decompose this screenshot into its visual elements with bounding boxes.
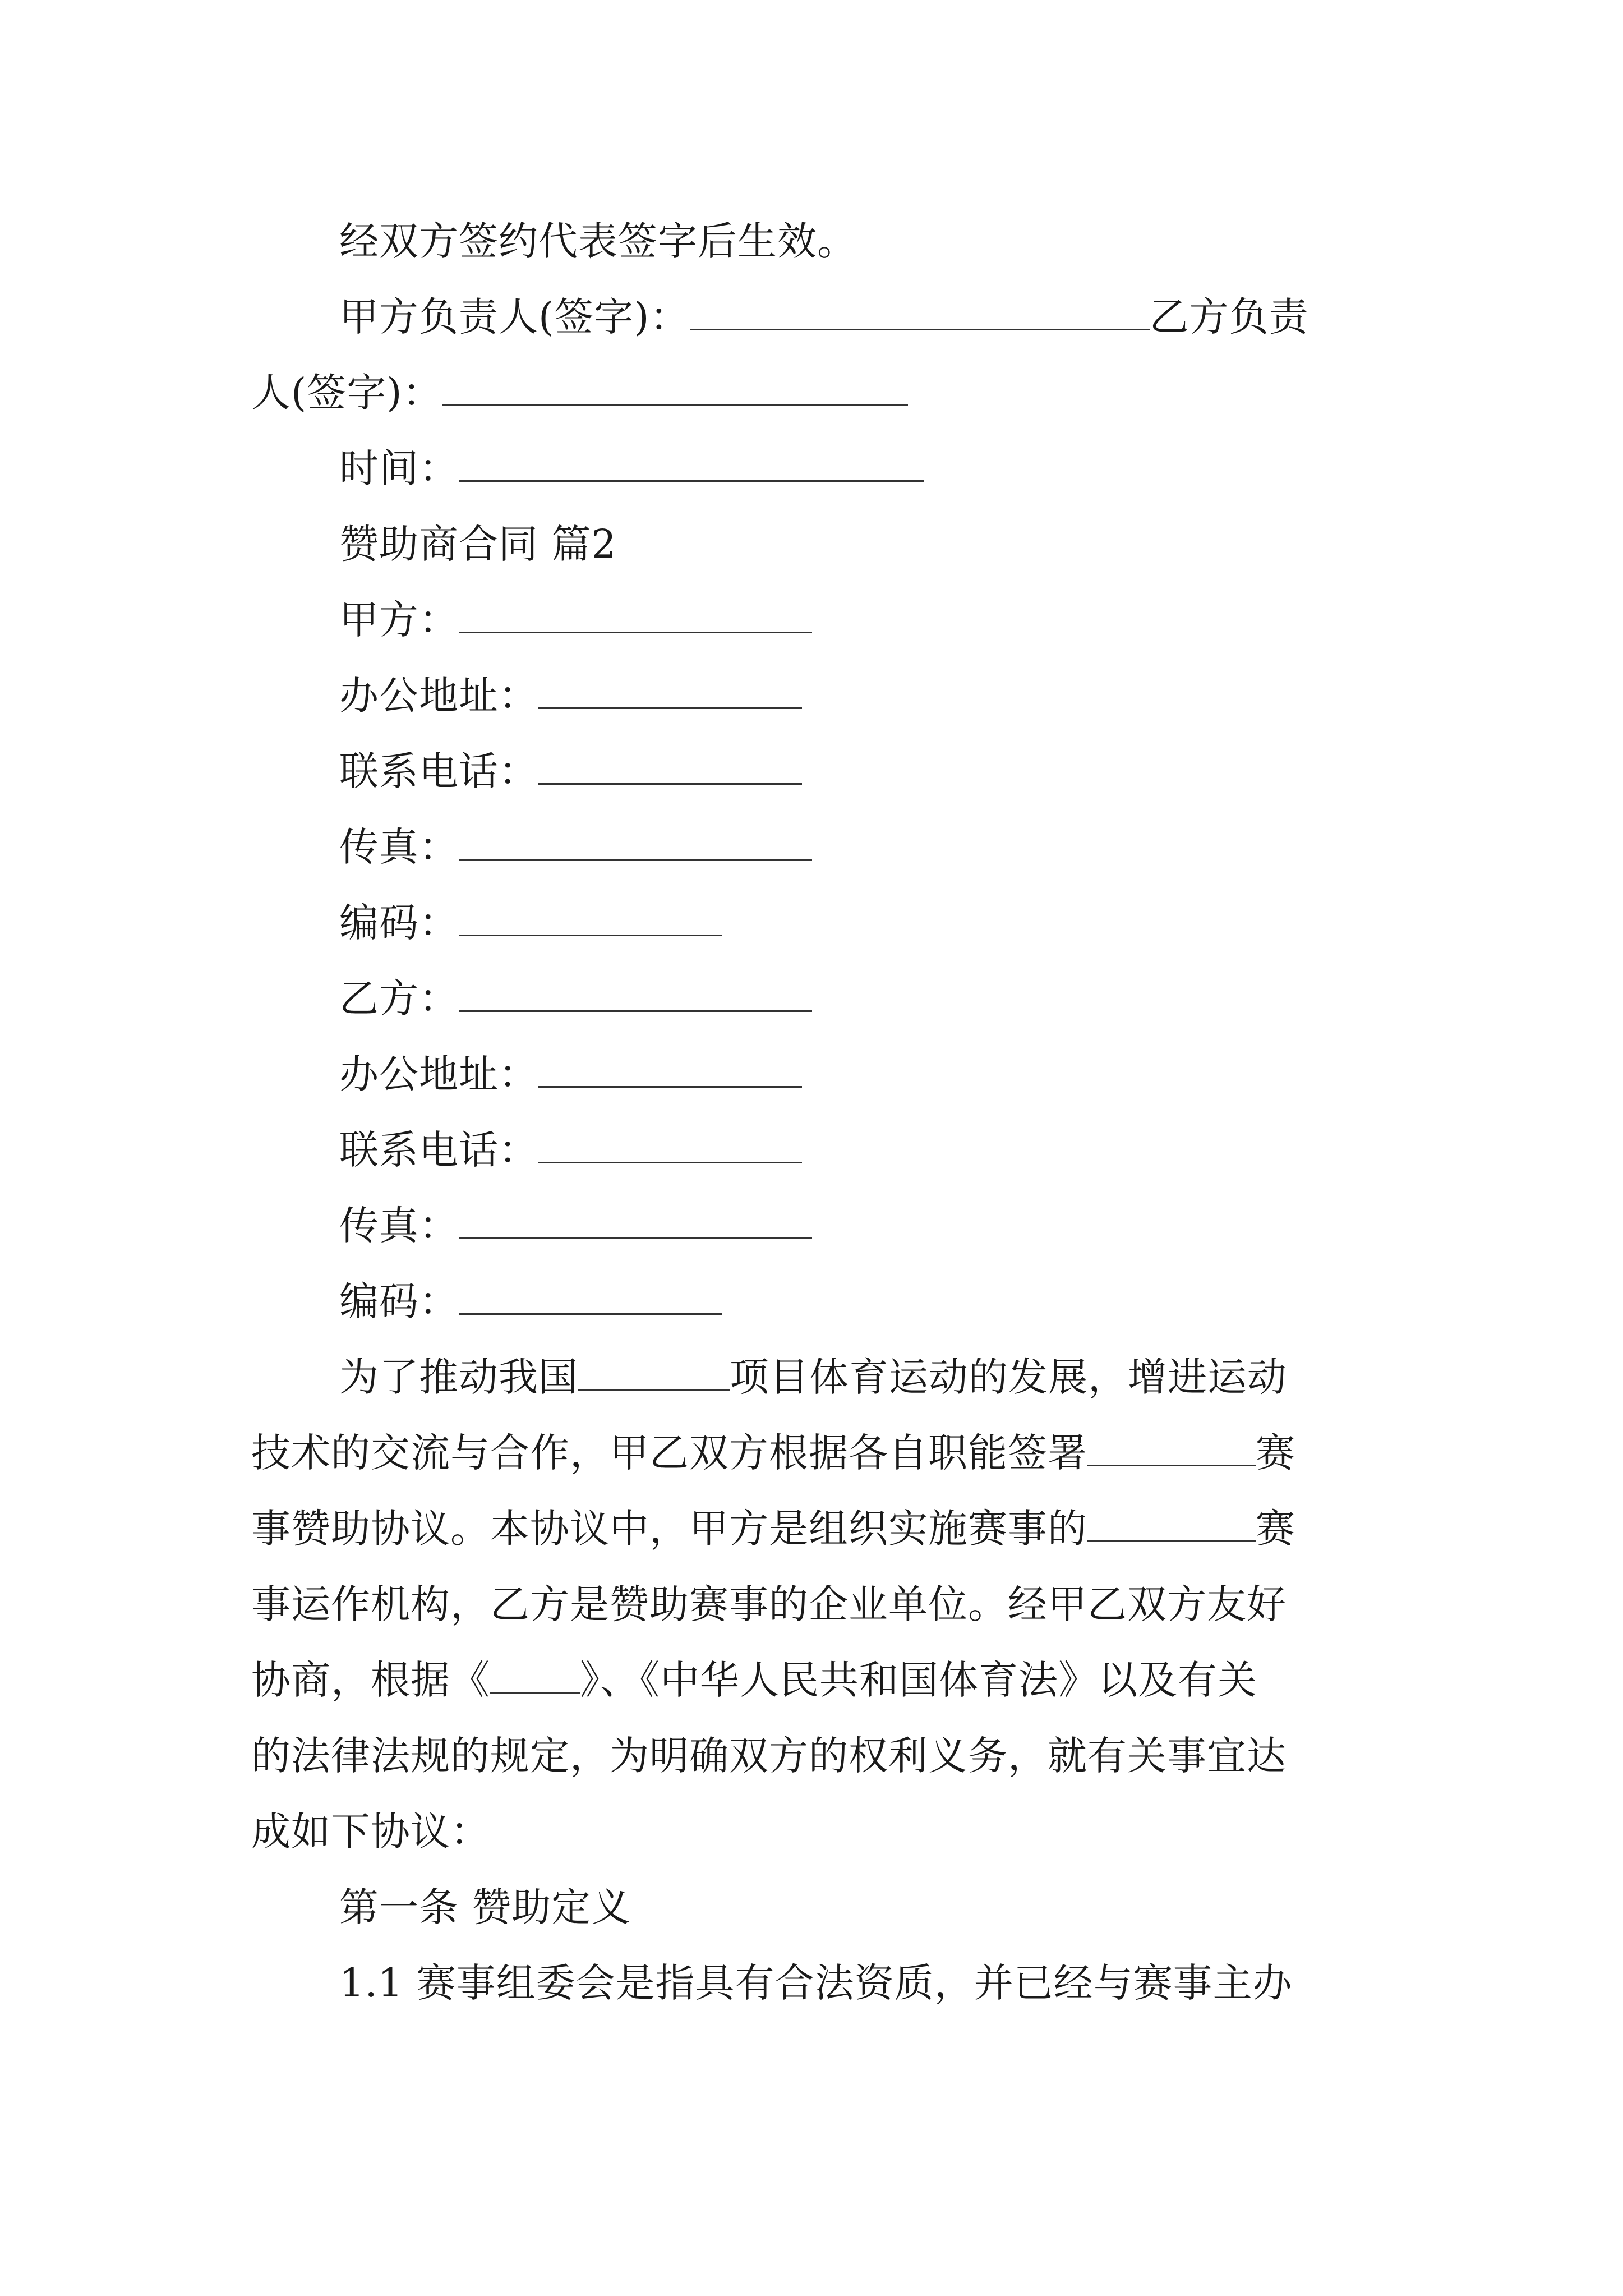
party-a-address-field (339, 670, 1390, 721)
text: 事运作机构，乙方是赞助赛事的企业单位。经甲乙双方友好 (251, 1581, 1287, 1627)
field-blank (538, 748, 802, 785)
text: 为了推动我国 (339, 1354, 578, 1400)
label: 编码： (339, 1278, 459, 1324)
heading-text: 第一条 赞助定义 (339, 1884, 631, 1930)
text: 的法律法规的规定，为明确双方的权利义务，就有关事宜达 (251, 1733, 1287, 1779)
paragraph-line (251, 1731, 1390, 1781)
inline-blank (490, 1657, 580, 1694)
field-blank (459, 1278, 722, 1315)
field-blank (459, 597, 812, 633)
label: 乙方负责 (1149, 294, 1309, 340)
inline-blank (1087, 1430, 1256, 1466)
party-b-fax-field (339, 1200, 1390, 1251)
label: 编码： (339, 900, 459, 946)
label: 办公地址： (339, 1051, 538, 1097)
label: 人(签字)： (251, 370, 442, 416)
inline-blank (1087, 1506, 1256, 1542)
field-blank (538, 1051, 802, 1088)
paragraph-line (251, 1579, 1390, 1630)
text: 协商，根据《 (251, 1657, 490, 1703)
text: 事赞助协议。本协议中，甲方是组织实施赛事的 (251, 1506, 1087, 1552)
party-a-code-field (339, 898, 1390, 948)
label: 甲方： (339, 597, 459, 643)
text: 》、《中华人民共和国体育法》以及有关 (580, 1657, 1257, 1703)
field-blank (459, 1203, 812, 1239)
party-b-phone-field (339, 1125, 1390, 1175)
signature-blank (442, 370, 908, 406)
party-b-address-field (339, 1049, 1390, 1099)
paragraph-line (251, 1806, 1390, 1857)
section-title (339, 519, 1390, 569)
label: 时间： (339, 445, 459, 491)
field-blank (459, 824, 812, 861)
label: 办公地址： (339, 673, 538, 719)
label: 乙方： (339, 976, 459, 1022)
field-blank (459, 900, 722, 936)
paragraph-line (251, 1428, 1390, 1478)
paragraph-line (339, 1352, 1390, 1402)
field-blank (538, 1127, 802, 1163)
label: 传真： (339, 824, 459, 870)
field-blank (538, 673, 802, 709)
signature-blank (690, 294, 1150, 330)
label: 联系电话： (339, 748, 538, 794)
text: 赛 (1256, 1430, 1295, 1476)
article-heading (339, 1882, 1390, 1932)
text: 项目体育运动的发展，增进运动 (730, 1354, 1287, 1400)
text: 技术的交流与合作，甲乙双方根据各自职能签署 (251, 1430, 1087, 1476)
label: 传真： (339, 1203, 459, 1249)
label: 联系电话： (339, 1127, 538, 1173)
party-b-signature-line (251, 367, 1390, 418)
paragraph-line (251, 1503, 1390, 1554)
party-a-signature-line (339, 292, 1390, 342)
text: 成如下协议： (251, 1809, 490, 1855)
paragraph-line (251, 1655, 1390, 1705)
title-text: 赞助商合同 篇2 (339, 521, 617, 567)
clause-line (339, 1958, 1390, 2008)
party-b-code-field (339, 1276, 1390, 1327)
inline-blank (578, 1354, 730, 1391)
text: 经双方签约代表签字后生效。 (339, 218, 857, 264)
text: 赛 (1256, 1506, 1295, 1552)
date-line (339, 443, 1390, 494)
party-a-phone-field (339, 746, 1390, 797)
text: 1.1 赛事组委会是指具有合法资质，并已经与赛事主办 (339, 1960, 1293, 2006)
party-a-field (339, 595, 1390, 645)
date-blank (459, 445, 924, 482)
party-a-fax-field (339, 822, 1390, 872)
party-b-field (339, 973, 1390, 1024)
effective-clause (339, 216, 1390, 266)
label: 甲方负责人(签字)： (339, 294, 690, 340)
field-blank (459, 976, 812, 1012)
